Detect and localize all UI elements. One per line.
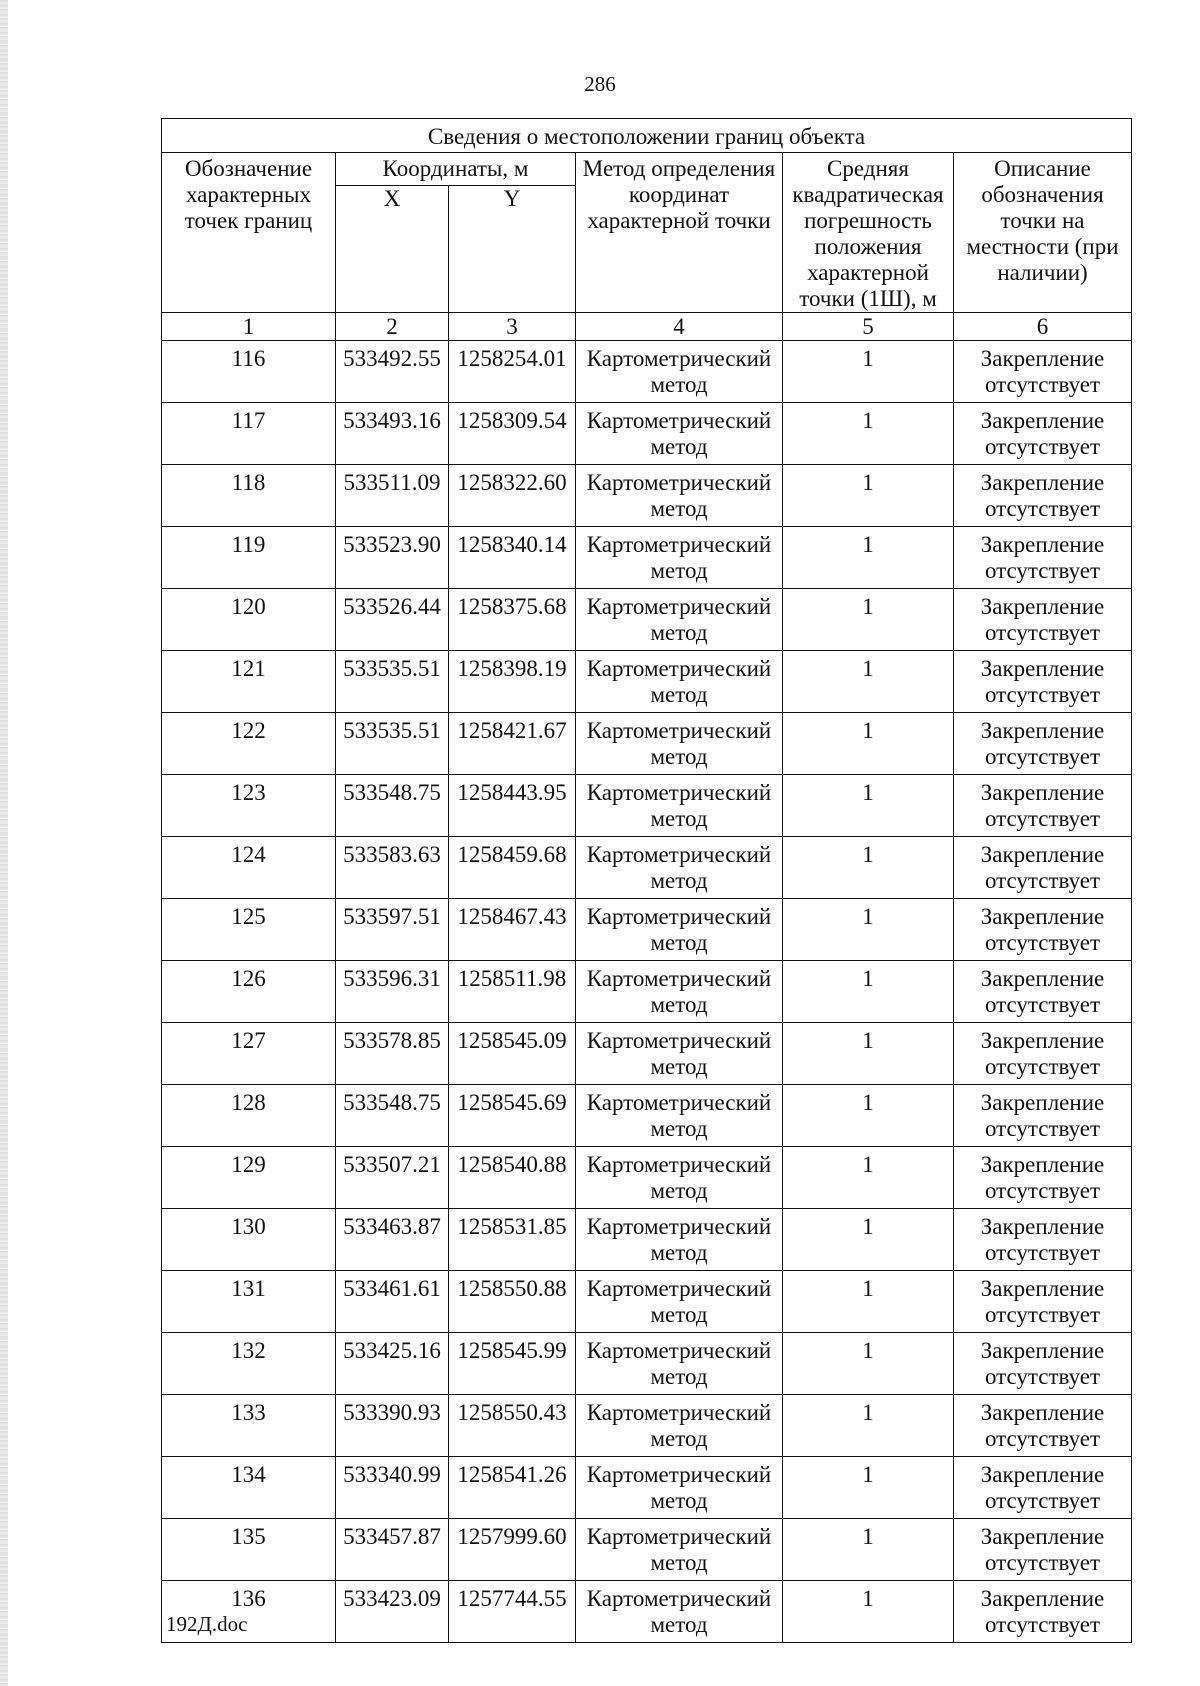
cell-point: 118 [162,465,336,527]
cell-error: 1 [783,1581,954,1643]
cell-point: 131 [162,1271,336,1333]
cell-description: Закрепление отсутствует [954,1519,1132,1581]
table-row [162,1519,1132,1581]
table-row [162,713,1132,775]
cell-y: 1258459.68 [449,837,576,899]
cell-method: Картометрический метод [576,341,783,403]
cell-description: Закрепление отсутствует [954,589,1132,651]
cell-point: 123 [162,775,336,837]
cell-point: 134 [162,1457,336,1519]
cell-point: 124 [162,837,336,899]
cell-description: Закрепление отсутствует [954,1581,1132,1643]
cell-method: Картометрический метод [576,1457,783,1519]
table-caption: Сведения о местоположении границ объекта [162,119,1132,153]
cell-point: 116 [162,341,336,403]
scan-edge [0,0,8,1686]
table-row [162,1333,1132,1395]
cell-x: 533597.51 [336,899,449,961]
table-row [162,1271,1132,1333]
table-row [162,1581,1132,1643]
cell-x: 533461.61 [336,1271,449,1333]
cell-x: 533523.90 [336,527,449,589]
cell-y: 1258545.69 [449,1085,576,1147]
table-row [162,527,1132,589]
cell-error: 1 [783,651,954,713]
cell-description: Закрепление отсутствует [954,1333,1132,1395]
header-mean-square-error: Средняя квадратическая погрешность положения характерной точки (1Ш), м [783,153,954,313]
header-description: Описание обозначения точки на местности (при наличии) [954,153,1132,313]
table-row [162,403,1132,465]
table-row [162,775,1132,837]
cell-method: Картометрический метод [576,1271,783,1333]
table-row [162,837,1132,899]
cell-error: 1 [783,1395,954,1457]
cell-point: 136 [162,1581,336,1643]
header-y: Y [449,186,576,313]
table-row [162,1147,1132,1209]
cell-description: Закрепление отсутствует [954,341,1132,403]
cell-error: 1 [783,713,954,775]
cell-point: 133 [162,1395,336,1457]
cell-error: 1 [783,837,954,899]
cell-error: 1 [783,961,954,1023]
cell-method: Картометрический метод [576,837,783,899]
cell-error: 1 [783,589,954,651]
cell-x: 533535.51 [336,651,449,713]
cell-point: 125 [162,899,336,961]
cell-method: Картометрический метод [576,1581,783,1643]
cell-y: 1258550.88 [449,1271,576,1333]
cell-description: Закрепление отсутствует [954,837,1132,899]
cell-x: 533548.75 [336,1085,449,1147]
cell-description: Закрепление отсутствует [954,1209,1132,1271]
table-row [162,1457,1132,1519]
column-number: 3 [449,313,576,341]
cell-description: Закрепление отсутствует [954,899,1132,961]
cell-error: 1 [783,1023,954,1085]
table-row [162,589,1132,651]
page-number: 286 [584,72,616,96]
cell-x: 533583.63 [336,837,449,899]
table-row [162,1395,1132,1457]
cell-y: 1258531.85 [449,1209,576,1271]
cell-x: 533493.16 [336,403,449,465]
cell-description: Закрепление отсутствует [954,1457,1132,1519]
cell-point: 117 [162,403,336,465]
cell-error: 1 [783,1209,954,1271]
cell-point: 126 [162,961,336,1023]
footer-file-name: 192Д.doc [166,1612,248,1636]
cell-error: 1 [783,899,954,961]
cell-x: 533390.93 [336,1395,449,1457]
cell-description: Закрепление отсутствует [954,1085,1132,1147]
cell-x: 533596.31 [336,961,449,1023]
cell-y: 1258398.19 [449,651,576,713]
cell-method: Картометрический метод [576,527,783,589]
cell-description: Закрепление отсутствует [954,775,1132,837]
header-point-designation: Обозначение характерных точек границ [162,153,336,313]
header-coordinates: Координаты, м [336,153,576,186]
cell-x: 533457.87 [336,1519,449,1581]
cell-point: 130 [162,1209,336,1271]
header-x: X [336,186,449,313]
cell-y: 1258322.60 [449,465,576,527]
cell-y: 1258340.14 [449,527,576,589]
cell-point: 132 [162,1333,336,1395]
cell-error: 1 [783,775,954,837]
cell-point: 119 [162,527,336,589]
cell-method: Картометрический метод [576,1147,783,1209]
column-number: 2 [336,313,449,341]
cell-y: 1258545.09 [449,1023,576,1085]
cell-method: Картометрический метод [576,775,783,837]
cell-y: 1258309.54 [449,403,576,465]
column-number: 4 [576,313,783,341]
cell-method: Картометрический метод [576,1333,783,1395]
cell-point: 120 [162,589,336,651]
cell-error: 1 [783,527,954,589]
cell-error: 1 [783,1147,954,1209]
column-number: 5 [783,313,954,341]
column-number: 1 [162,313,336,341]
cell-description: Закрепление отсутствует [954,1395,1132,1457]
cell-method: Картометрический метод [576,713,783,775]
cell-y: 1258545.99 [449,1333,576,1395]
cell-y: 1258550.43 [449,1395,576,1457]
cell-point: 122 [162,713,336,775]
cell-method: Картометрический метод [576,589,783,651]
cell-error: 1 [783,1085,954,1147]
cell-x: 533535.51 [336,713,449,775]
cell-description: Закрепление отсутствует [954,651,1132,713]
cell-description: Закрепление отсутствует [954,527,1132,589]
cell-x: 533492.55 [336,341,449,403]
table-row [162,1085,1132,1147]
cell-y: 1258375.68 [449,589,576,651]
cell-point: 127 [162,1023,336,1085]
cell-error: 1 [783,465,954,527]
cell-point: 129 [162,1147,336,1209]
cell-description: Закрепление отсутствует [954,961,1132,1023]
cell-description: Закрепление отсутствует [954,1023,1132,1085]
cell-point: 128 [162,1085,336,1147]
cell-method: Картометрический метод [576,1023,783,1085]
cell-x: 533507.21 [336,1147,449,1209]
cell-y: 1258467.43 [449,899,576,961]
cell-y: 1258540.88 [449,1147,576,1209]
cell-method: Картометрический метод [576,1395,783,1457]
cell-error: 1 [783,1457,954,1519]
header-method: Метод определения координат характерной точки [576,153,783,313]
cell-x: 533526.44 [336,589,449,651]
cell-method: Картометрический метод [576,651,783,713]
cell-error: 1 [783,1519,954,1581]
cell-method: Картометрический метод [576,899,783,961]
cell-x: 533578.85 [336,1023,449,1085]
cell-method: Картометрический метод [576,403,783,465]
cell-description: Закрепление отсутствует [954,1147,1132,1209]
cell-y: 1258541.26 [449,1457,576,1519]
cell-x: 533548.75 [336,775,449,837]
cell-description: Закрепление отсутствует [954,465,1132,527]
cell-y: 1258511.98 [449,961,576,1023]
cell-error: 1 [783,1333,954,1395]
table-row [162,961,1132,1023]
cell-x: 533340.99 [336,1457,449,1519]
table-row [162,1023,1132,1085]
cell-method: Картометрический метод [576,465,783,527]
cell-x: 533511.09 [336,465,449,527]
column-number: 6 [954,313,1132,341]
cell-y: 1258421.67 [449,713,576,775]
table-row [162,651,1132,713]
cell-description: Закрепление отсутствует [954,403,1132,465]
cell-method: Картометрический метод [576,961,783,1023]
cell-error: 1 [783,341,954,403]
cell-y: 1257744.55 [449,1581,576,1643]
column-numbers-row [162,313,1132,341]
cell-method: Картометрический метод [576,1085,783,1147]
cell-point: 121 [162,651,336,713]
cell-x: 533463.87 [336,1209,449,1271]
cell-x: 533423.09 [336,1581,449,1643]
cell-error: 1 [783,1271,954,1333]
table-row [162,1209,1132,1271]
table-row [162,465,1132,527]
boundary-coordinates-table [161,118,1132,1643]
cell-y: 1257999.60 [449,1519,576,1581]
cell-method: Картометрический метод [576,1209,783,1271]
table-row [162,899,1132,961]
cell-point: 135 [162,1519,336,1581]
cell-description: Закрепление отсутствует [954,1271,1132,1333]
cell-y: 1258254.01 [449,341,576,403]
cell-y: 1258443.95 [449,775,576,837]
cell-error: 1 [783,403,954,465]
table-row [162,341,1132,403]
cell-x: 533425.16 [336,1333,449,1395]
cell-description: Закрепление отсутствует [954,713,1132,775]
cell-method: Картометрический метод [576,1519,783,1581]
